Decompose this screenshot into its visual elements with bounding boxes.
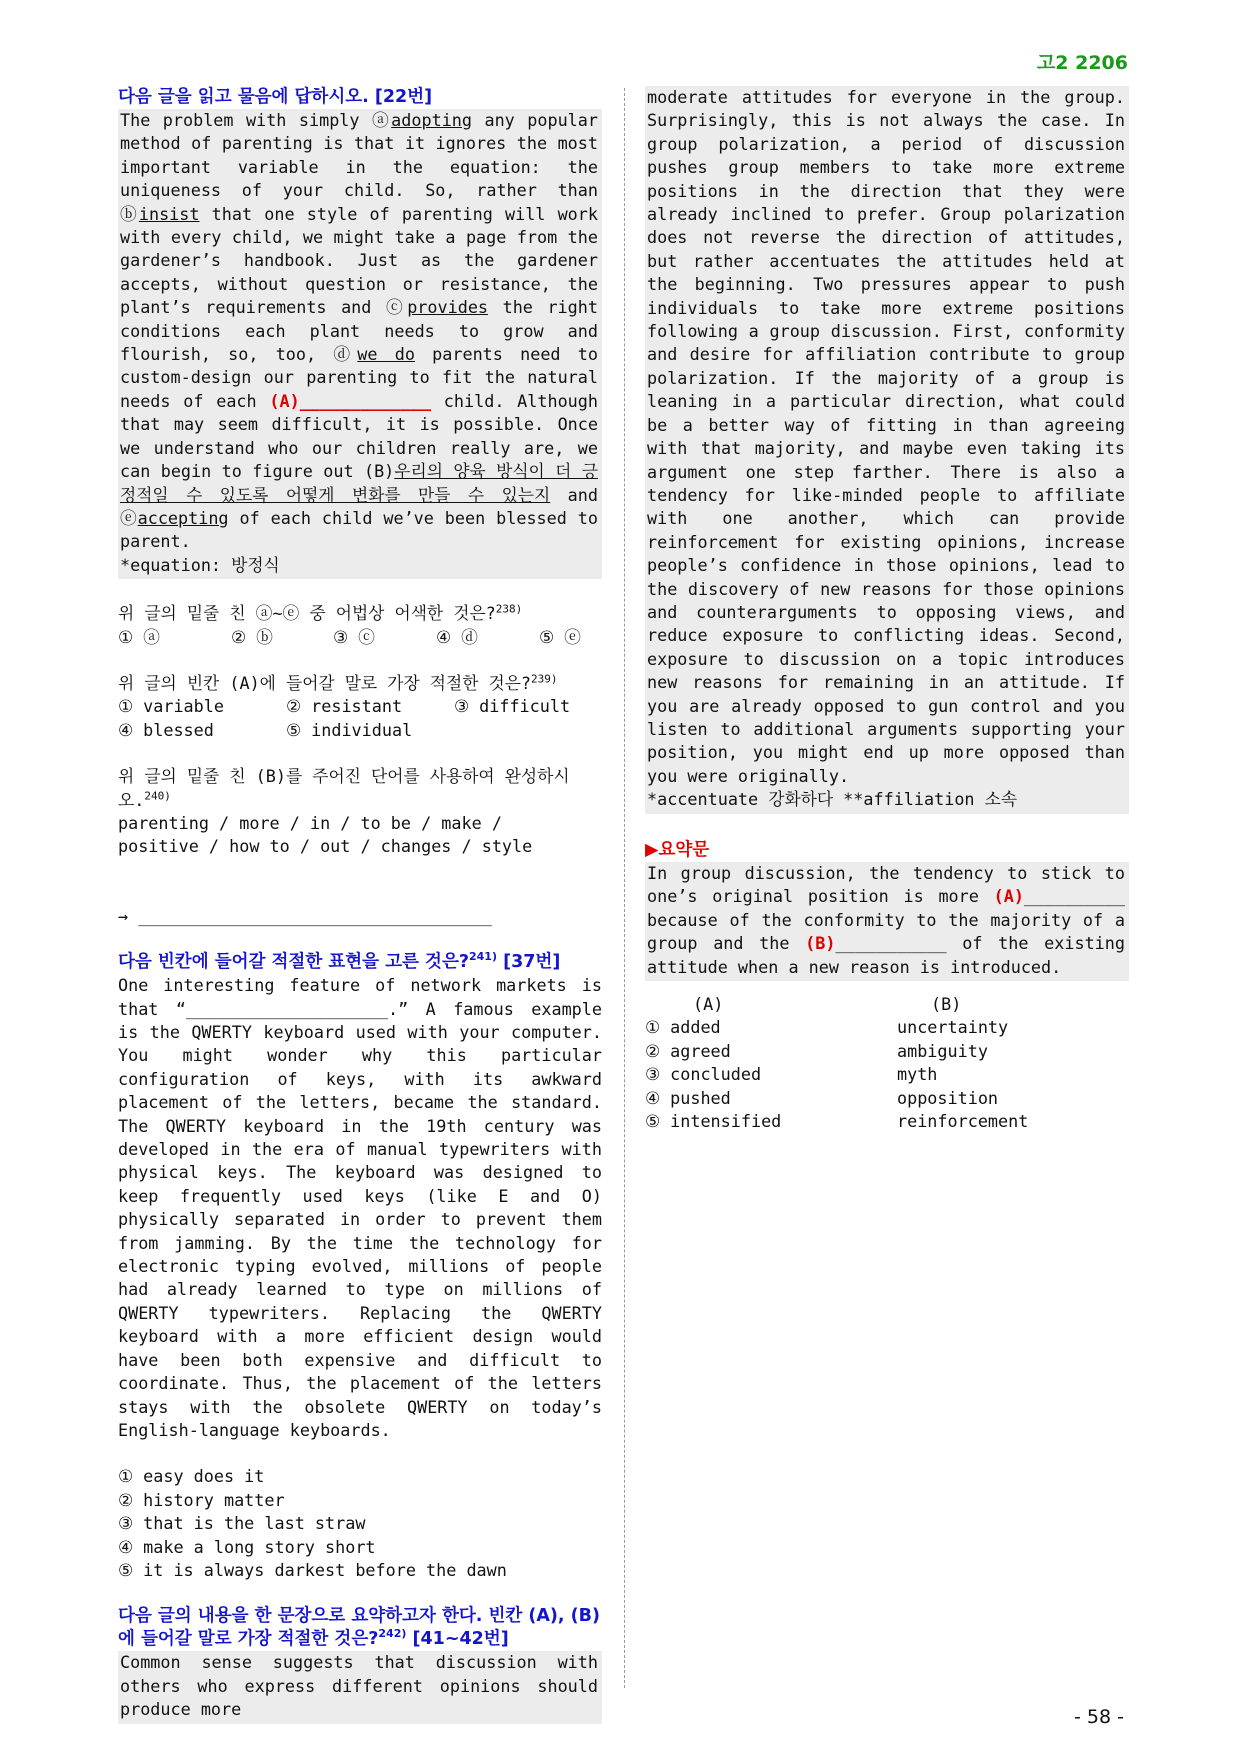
- q238-option[interactable]: ④ ⓓ: [436, 626, 478, 647]
- q37-title: 다음 빈칸에 들어갈 적절한 표현을 고른 것은?$^{241)}$ [37번]: [118, 950, 561, 973]
- q238-option[interactable]: ① ⓐ: [118, 626, 160, 647]
- q37-option[interactable]: ③ that is the last straw: [118, 1513, 366, 1534]
- underline-d: we do: [357, 344, 415, 365]
- summary-label-b: (B): [805, 933, 836, 954]
- q239-option[interactable]: ③ difficult: [454, 696, 571, 717]
- document-code: 고2 2206: [1036, 52, 1128, 74]
- q238-option[interactable]: ② ⓑ: [231, 626, 273, 647]
- summary-blank-a: __________: [1023, 886, 1125, 907]
- q240-words-1: parenting / more / in / to be / make /: [118, 812, 502, 833]
- q37-option[interactable]: ① easy does it: [118, 1466, 265, 1487]
- q239-question: 위 글의 빈칸 (A)에 들어갈 말로 가장 적절한 것은?$^{239)}$: [118, 672, 558, 693]
- underline-b: insist: [138, 203, 200, 224]
- q240-question: 위 글의 밑줄 친 (B)를 주어진 단어를 사용하여 완성하시오.$^{240)}$: [118, 766, 570, 810]
- q37-option[interactable]: ② history matter: [118, 1489, 285, 1510]
- q240-words-2: positive / how to / out / changes / style: [118, 836, 533, 857]
- answer-row[interactable]: ④ pushed opposition: [645, 1087, 999, 1108]
- q240-answer-line[interactable]: → ___________________________________: [118, 905, 492, 926]
- underline-c: provides: [407, 297, 489, 318]
- underline-b-korean: 우리의 양육 방식이 더 긍정적일 수 있도록 어떻게 변화를 만들 수 있는지: [120, 461, 598, 505]
- q37-option[interactable]: ⑤ it is always darkest before the dawn: [118, 1559, 507, 1580]
- column-divider: [624, 88, 625, 1688]
- answer-row[interactable]: ⑤ intensified reinforcement: [645, 1111, 1029, 1132]
- summary-box: In group discussion, the tendency to stick to one’s original position is more (A)__________ because of the conformity to the majority of a group and the (B)___________ of the existing attitude when a new reason is introduced.: [645, 862, 1129, 981]
- blank-a: (A)_____________: [269, 390, 432, 411]
- left-column: [118, 86, 602, 1724]
- underline-e: accepting: [137, 507, 229, 528]
- q41-passage-continued: moderate attitudes for everyone in the group. Surprisingly, this is not always the case. In group polarization, a period of discussion pushes group members to take more extreme positions in the direction that they were already inclined to prefer. Group polarization does not reverse the direction of attitudes, but rather accentuates the attitudes held at the beginning. Two pressures appear to push individuals to take more extreme positions following a group discussion. First, conformity and desire for affiliation contribute to group polarization. If the majority of a group is leaning in a particular direction, what could be a better way of fitting in than agreeing with that majority, and maybe even taking its argument one step farther. There is also a tendency for like-minded people to affiliate with one another, which can provide reinforcement for existing opinions, increase people’s confidence in those opinions, lead to the discovery of new reasons for those opinions and counterarguments to opposing views, and reduce exposure to conflicting ideas. Second, exposure to discussion on a topic introduces new reasons for remaining in an attitude. If you are already opposed to gun control and you listen to additional arguments supporting your position, you might end up more opposed than you were originally. *accentuate 강화하다 **affiliation 소속: [645, 86, 1129, 814]
- underline-a: adopting: [391, 110, 472, 130]
- summary-blank-b: ___________: [835, 933, 947, 954]
- q239-option[interactable]: ① variable: [118, 696, 224, 717]
- page-number: - 58 -: [1074, 1706, 1124, 1728]
- summary-label-a: (A): [993, 886, 1024, 907]
- q22-footnote: *equation: 방정식: [120, 554, 280, 575]
- q41-passage-start: Common sense suggests that discussion with others who express different opinions should produce more: [118, 1651, 602, 1723]
- q238-options: [118, 626, 602, 649]
- q238-question: 위 글의 밑줄 친 ⓐ~ⓔ 중 어법상 어색한 것은?$^{238)}$: [118, 602, 523, 624]
- q239-options-row1: [118, 695, 602, 718]
- answer-row[interactable]: ① added uncertainty: [645, 1017, 1009, 1038]
- q239-options-row2: [118, 719, 602, 742]
- q22-title: 다음 글을 읽고 물음에 답하시오. [22번]: [118, 87, 433, 107]
- q22-passage: The problem with simply ⓐadopting any popular method of parenting is that it ignores the most important variable in the equation: the uniqueness of your child. So, rather than ⓑinsist that one style of parenting will work with every child, we might take a page from the gardener’s handbook. Just as the gardener accepts, without question or resistance, the plant’s requirements and ⓒprovides the right conditions each plant needs to grow and flourish, so, too, ⓓwe do parents need to custom-design our parenting to fit the natural needs of each (A)_____________ child. Although that may seem difficult, it is possible. Once we understand who our children really are, we can begin to figure out (B)우리의 양육 방식이 더 긍정적일 수 있도록 어떻게 변화를 만들 수 있는지 and ⓔaccepting of each child we’ve been blessed to parent. *equation: 방정식: [118, 109, 602, 579]
- q239-option[interactable]: ⑤ individual: [286, 719, 413, 740]
- summary-title: ▶요약문: [645, 839, 710, 860]
- q239-option[interactable]: ② resistant: [286, 696, 403, 717]
- q37-option[interactable]: ④ make a long story short: [118, 1536, 376, 1557]
- answer-table-header: (A) (B): [693, 994, 962, 1015]
- answer-table: [645, 993, 1129, 1133]
- q239-option[interactable]: ④ blessed: [118, 719, 214, 740]
- q238-option[interactable]: ⑤ ⓔ: [539, 626, 581, 647]
- q238-option[interactable]: ③ ⓒ: [333, 626, 375, 647]
- q41-title: 다음 글의 내용을 한 문장으로 요약하고자 한다. 빈칸 (A), (B)에 들어갈 말로 가장 적절한 것은?$^{242)}$ [41~42번]: [118, 1606, 601, 1650]
- right-column: [645, 86, 1129, 1133]
- answer-row[interactable]: ③ concluded myth: [645, 1064, 938, 1085]
- q37-passage: One interesting feature of network markets is that “____________________.” A famous example is the QWERTY keyboard used with your computer. You might wonder why this particular configuration of keys, with its awkward placement of the letters, became the standard. The QWERTY keyboard in the 19th century was developed in the era of manual typewriters with physical keys. The keyboard was designed to keep frequently used keys (like E and O) physically separated in order to prevent them from jamming. By the time the technology for electronic typing evolved, millions of people had already learned to type on millions of QWERTY typewriters. Replacing the QWERTY keyboard with a more efficient design would have been both expensive and difficult to coordinate. Thus, the placement of the letters stays with the obsolete QWERTY on today’s English-language keyboards.: [118, 975, 602, 1440]
- q41-footnote: *accentuate 강화하다 **affiliation 소속: [647, 789, 1018, 810]
- answer-row[interactable]: ② agreed ambiguity: [645, 1040, 988, 1061]
